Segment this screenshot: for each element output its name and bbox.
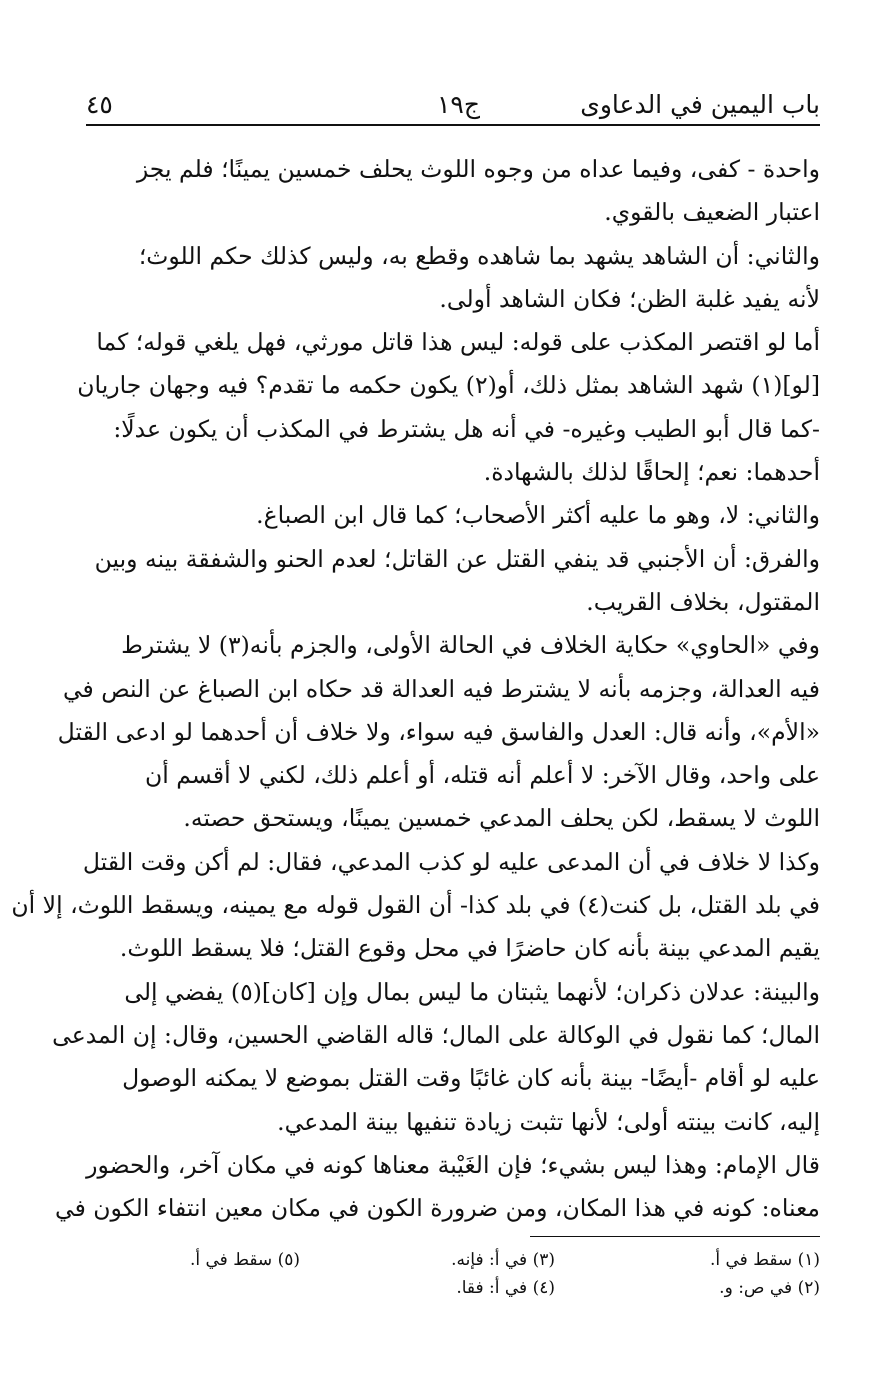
footnote-4: (٤) في أ: فقا. (456, 1278, 555, 1298)
text-line: على واحد، وقال الآخر: لا أعلم أنه قتله، أو أعلم ذلك، لكني لا أقسم أن (144, 761, 820, 790)
text-line: أما لو اقتصر المكذب على قوله: ليس هذا قاتل مورثي، فهل يلغي قوله؛ كما (96, 328, 820, 357)
text-line: عليه لو أقام -أيضًا- بينة بأنه كان غائبًا وقت القتل بموضع لا يمكنه الوصول (122, 1064, 820, 1093)
text-line: المال؛ كما نقول في الوكالة على المال؛ قاله القاضي الحسين، وقال: إن المدعى (52, 1020, 820, 1049)
text-line: اعتبار الضعيف بالقوي. (604, 198, 820, 227)
text-line: قال الإمام: وهذا ليس بشيء؛ فإن الغَيْبة معناها كونه في مكان آخر، والحضور (86, 1150, 820, 1179)
text-line: المقتول، بخلاف القريب. (586, 587, 820, 616)
chapter-title: باب اليمين في الدعاوى (580, 90, 820, 119)
text-line: -كما قال أبو الطيب وغيره- في أنه هل يشترط في المكذب أن يكون عدلًا: (113, 414, 820, 443)
footnote-1: (١) سقط في أ. (709, 1250, 820, 1270)
text-line: «الأم»، وأنه قال: العدل والفاسق فيه سواء، ولا خلاف أن أحدهما لو ادعى القتل (57, 717, 820, 746)
text-line: فيه العدالة، وجزمه بأنه لا يشترط فيه العدالة قد حكاه ابن الصباغ عن النص في (62, 674, 820, 703)
text-line: والفرق: أن الأجنبي قد ينفي القتل عن القاتل؛ لعدم الحنو والشفقة بينه وبين (94, 544, 820, 573)
text-line: وفي «الحاوي» حكاية الخلاف في الحالة الأولى، والجزم بأنه(٣) لا يشترط (121, 631, 820, 660)
text-line: إليه، كانت بينته أولى؛ لأنها تثبت زيادة تنفيها بينة المدعي. (277, 1107, 820, 1136)
text-line: والثاني: لا، وهو ما عليه أكثر الأصحاب؛ كما قال ابن الصباغ. (256, 501, 820, 530)
text-line: أحدهما: نعم؛ إلحاقًا لذلك بالشهادة. (483, 458, 820, 487)
text-line: في بلد القتل، بل كنت(٤) في بلد كذا- أن القول قوله مع يمينه، ويسقط اللوث، إلا أن (11, 891, 820, 920)
header-rule (86, 124, 820, 126)
body-text (11, 148, 820, 1230)
footnote-3: (٣) في أ: فإنه. (451, 1250, 555, 1270)
footnotes (86, 1250, 820, 1320)
text-line: اللوث لا يسقط، لكن يحلف المدعي خمسين يمينًا، ويستحق حصته. (183, 804, 820, 833)
text-line: يقيم المدعي بينة بأنه كان حاضرًا في محل وقوع القتل؛ فلا يسقط اللوث. (119, 934, 820, 963)
text-line: لأنه يفيد غلبة الظن؛ فكان الشاهد أولى. (439, 284, 820, 313)
text-line: والثاني: أن الشاهد يشهد بما شاهده وقطع به، وليس كذلك حكم اللوث؛ (138, 241, 820, 270)
text-line: واحدة - كفى، وفيما عداه من وجوه اللوث يحلف خمسين يمينًا؛ فلم يجز (136, 155, 820, 183)
volume-label: ج١٩ (437, 90, 480, 119)
footnote-2: (٢) في ص: و. (719, 1278, 820, 1298)
text-line: معناه: كونه في هذا المكان، ومن ضرورة الكون في مكان معين انتفاء الكون في (55, 1194, 820, 1223)
text-line: [لو](١) شهد الشاهد بمثل ذلك، أو(٢) يكون حكمه ما تقدم؟ فيه وجهان جاريان (77, 371, 820, 400)
text-line: والبينة: عدلان ذكران؛ لأنهما يثبتان ما ليس بمال وإن [كان](٥) يفضي إلى (124, 977, 820, 1006)
footnote-rule (530, 1236, 820, 1237)
text-line: وكذا لا خلاف في أن المدعى عليه لو كذب المدعي، فقال: لم أكن وقت القتل (82, 847, 820, 876)
footnote-5: (٥) سقط في أ. (189, 1250, 300, 1270)
page-number: ٤٥ (86, 90, 113, 119)
